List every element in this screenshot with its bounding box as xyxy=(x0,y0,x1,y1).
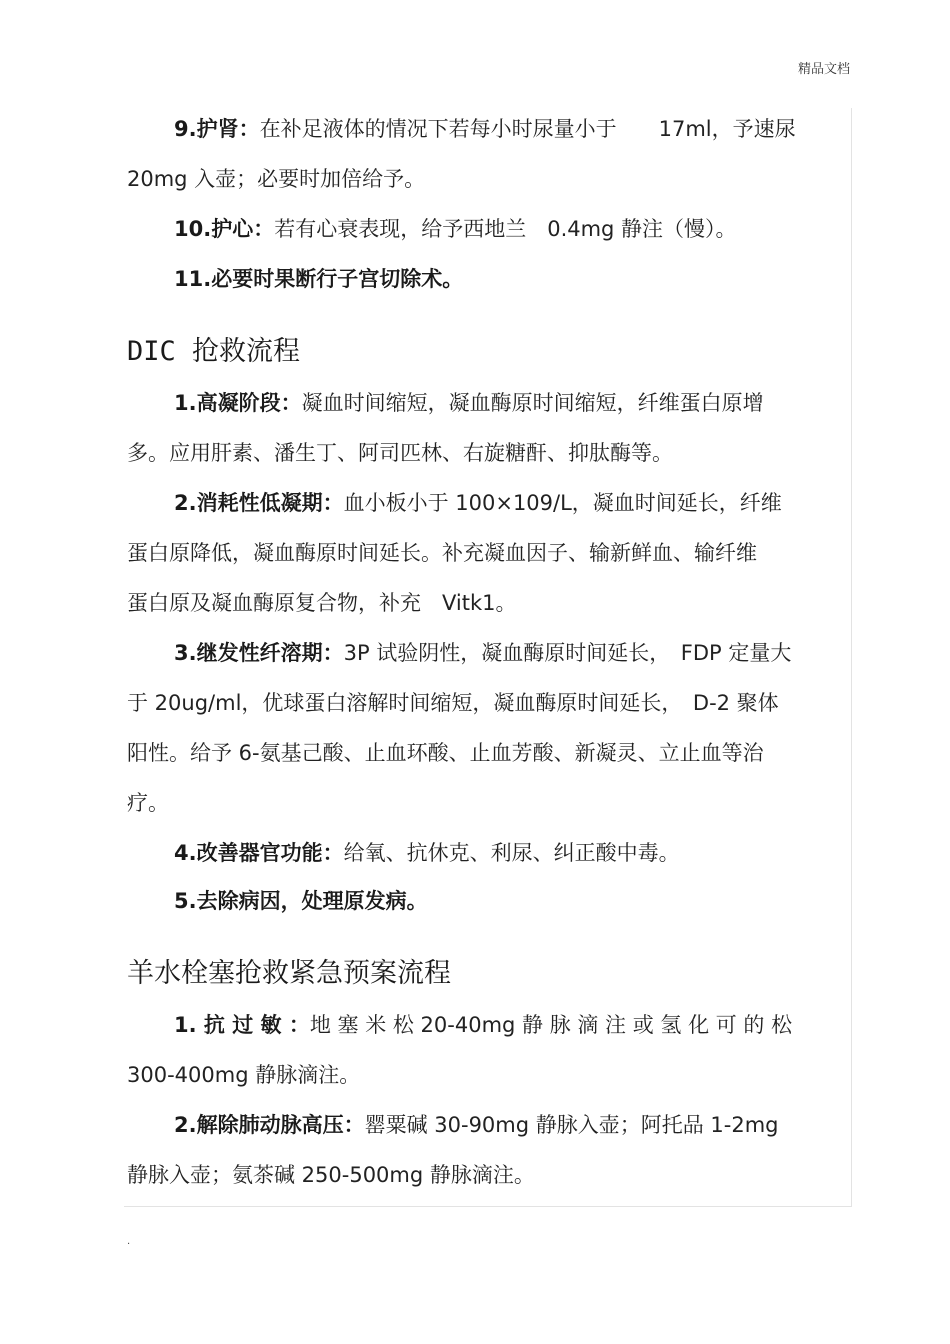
dic-step-2-line-1 xyxy=(174,488,847,518)
dic-step-1-line-1 xyxy=(174,388,847,418)
item-10-text: 若有心衰表现，给予西地兰 0.4mg 静注（慢）。 xyxy=(274,217,737,241)
afe-step-1-text-1: 地 塞 米 松 20-40mg 静 脉 滴 注 或 氢 化 可 的 松 xyxy=(309,1013,793,1037)
header-label: 精品文档 xyxy=(797,62,850,77)
dic-step-4-lead: 4.改善器官功能： xyxy=(174,841,344,865)
afe-step-2-line-2: 静脉入壶；氨茶碱 250-500mg 静脉滴注。 xyxy=(127,1163,535,1187)
footer-mark: . xyxy=(127,1236,131,1247)
dic-step-2-lead: 2.消耗性低凝期： xyxy=(174,491,344,515)
item-9-lead: 9.护肾： xyxy=(174,117,260,141)
item-11-lead: 11.必要时果断行子宫切除术。 xyxy=(174,267,464,291)
dic-step-2-text-1: 血小板小于 100×109/L，凝血时间延长，纤维 xyxy=(343,491,782,515)
dic-step-5-lead: 5.去除病因，处理原发病。 xyxy=(174,889,428,913)
afe-step-1-line-2: 300-400mg 静脉滴注。 xyxy=(127,1063,361,1087)
item-11-line xyxy=(174,264,847,294)
item-10-lead: 10.护心： xyxy=(174,217,275,241)
dic-step-3-text-1: 3P 试验阴性，凝血酶原时间延长， FDP 定量大 xyxy=(343,641,792,665)
dic-step-1-text-1: 凝血时间缩短，凝血酶原时间缩短，纤维蛋白原增 xyxy=(301,391,764,415)
dic-step-2-line-2: 蛋白原降低，凝血酶原时间延长。补充凝血因子、输新鲜血、输纤维 xyxy=(127,541,757,565)
afe-step-2-line-1 xyxy=(174,1110,847,1140)
afe-step-2-text-1: 罂粟碱 30-90mg 静脉入壶；阿托品 1-2mg xyxy=(364,1113,779,1137)
dic-step-3-line-2: 于 20ug/ml，优球蛋白溶解时间缩短，凝血酶原时间延长， D-2 聚体 xyxy=(127,691,779,715)
afe-step-2-lead: 2.解除肺动脉高压： xyxy=(174,1113,365,1137)
dic-step-4-line xyxy=(174,838,847,868)
dic-step-5-line xyxy=(174,886,847,916)
afe-heading: 羊水栓塞抢救紧急预案流程 xyxy=(127,958,451,989)
dic-step-1-line-2: 多。应用肝素、潘生丁、阿司匹林、右旋糖酐、抑肽酶等。 xyxy=(127,441,673,465)
item-9-line-1 xyxy=(174,114,847,144)
dic-step-3-line-1 xyxy=(174,638,847,668)
item-9-text-1: 在补足液体的情况下若每小时尿量小于 17ml，予速尿 xyxy=(259,117,796,141)
dic-step-2-line-3: 蛋白原及凝血酶原复合物，补充 Vitk1。 xyxy=(127,591,517,615)
dic-step-3-lead: 3.继发性纤溶期： xyxy=(174,641,344,665)
dic-step-3-line-4: 疗。 xyxy=(127,791,169,815)
afe-step-1-line-1 xyxy=(174,1010,847,1040)
dic-step-3-line-3: 阳性。给予 6-氨基己酸、止血环酸、止血芳酸、新凝灵、立止血等治 xyxy=(127,741,764,765)
dic-step-1-lead: 1.高凝阶段： xyxy=(174,391,302,415)
dic-step-4-text: 给氧、抗休克、利尿、纠正酸中毒。 xyxy=(343,841,680,865)
item-10-line xyxy=(174,214,847,244)
item-9-line-2: 20mg 入壶；必要时加倍给予。 xyxy=(127,167,426,191)
dic-heading: DIC 抢救流程 xyxy=(127,336,301,367)
afe-step-1-lead: 1. 抗 过 敏 ： xyxy=(174,1013,310,1037)
